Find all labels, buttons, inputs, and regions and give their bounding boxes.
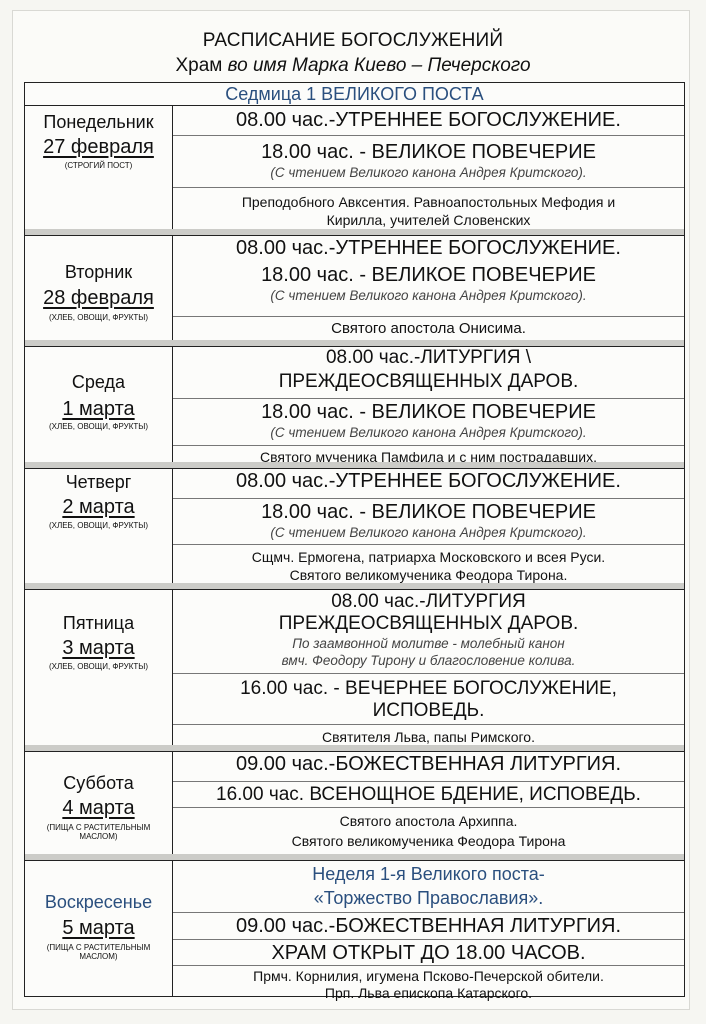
fast-note: (ХЛЕБ, ОВОЩИ, ФРУКТЫ) [48,521,149,530]
day-friday [25,583,684,745]
day-services [173,751,684,854]
day-name: Суббота [63,773,134,793]
day-date: 27 февраля [43,136,154,158]
service-line: ПРЕЖДЕОСВЯЩЕННЫХ ДАРОВ. [278,371,579,392]
fast-note: (СТРОГИЙ ПОСТ) [64,161,133,170]
service-cell [173,470,684,498]
service-line: 08.00 час.-УТРЕННЕЕ БОГОСЛУЖЕНИЕ. [236,237,621,259]
subtitle-mid: во имя [227,55,287,76]
service-note: (С чтением Великого канона Андрея Критского). [270,288,587,303]
fast-note: (ХЛЕБ, ОВОЩИ, ФРУКТЫ) [48,313,149,322]
day-services [173,346,684,465]
service-line: 18.00 час. - ВЕЛИКОЕ ПОВЕЧЕРИЕ [261,264,596,286]
fast-note: (ХЛЕБ, ОВОЩИ, ФРУКТЫ) [48,422,149,431]
day-saturday [25,745,684,854]
service-line: 08.00 час.-УТРЕННЕЕ БОГОСЛУЖЕНИЕ. [236,470,621,492]
day-label-cell [25,468,173,583]
service-line: 08.00 час.-ЛИТУРГИЯ [331,591,526,612]
service-cell [173,136,684,188]
service-line: 18.00 час. - ВЕЛИКОЕ ПОВЕЧЕРИЕ [261,141,596,163]
saints-line: Святого великомученика Феодора Тирона [291,833,566,849]
subtitle-pre: Храм [175,55,223,76]
schedule-title: РАСПИСАНИЕ БОГОСЛУЖЕНИЙ [202,30,504,51]
service-line: 09.00 час.-БОЖЕСТВЕННАЯ ЛИТУРГИЯ. [235,915,622,937]
day-label-cell [25,751,173,854]
service-line: 18.00 час. - ВЕЛИКОЕ ПОВЕЧЕРИЕ [261,401,596,423]
fast-note: (ПИЩА С РАСТИТЕЛЬНЫМ МАСЛОМ) [46,943,151,961]
saints-line: Сщмч. Ермогена, патриарха Московского и всея Руси. [251,549,606,565]
service-cell [173,106,684,136]
day-label-cell [25,589,173,745]
day-tuesday [25,229,684,340]
service-line: 16.00 час. - ВЕЧЕРНЕЕ БОГОСЛУЖЕНИЕ, [240,678,617,699]
saints-line: Прп. Льва епископа Катарского. [324,985,533,1001]
day-services [173,860,684,1001]
day-wednesday [25,340,684,465]
saints-line: Прмч. Корнилия, игумена Псково-Печерской обители. [253,968,604,984]
service-cell [173,589,684,673]
saints-cell [173,544,684,588]
service-line: ХРАМ ОТКРЫТ ДО 18.00 ЧАСОВ. [271,942,586,964]
service-line: 09.00 час.-БОЖЕСТВЕННАЯ ЛИТУРГИЯ. [235,753,622,775]
service-note: (С чтением Великого канона Андрея Критского). [270,525,587,540]
saints-line: Преподобного Авксентия. Равноапостольных Мефодия и [241,194,616,210]
day-services [173,235,684,340]
day-name: Пятница [62,613,135,633]
saints-line: Святого апостола Архиппа. [339,813,518,829]
service-cell [173,398,684,446]
day-date: 4 марта [62,797,135,819]
day-label-cell [25,346,173,462]
subtitle-name: Марка Киево – Печерского [292,55,531,76]
service-cell [173,673,684,725]
saints-line: Святого великомученика Феодора Тирона. [289,567,568,583]
service-cell [173,753,684,781]
service-line: 08.00 час.-ЛИТУРГИЯ \ [325,347,532,368]
saints-cell [173,807,684,857]
day-date: 5 марта [62,917,135,939]
service-cell [173,781,684,807]
church-subtitle [0,55,706,77]
fast-note: (ПИЩА С РАСТИТЕЛЬНЫМ МАСЛОМ) [46,823,151,841]
day-date: 1 марта [62,398,135,420]
saints-line: Кирилла, учителей Словенских [326,212,531,228]
day-label-cell [25,235,173,340]
day-name: Четверг [65,472,132,492]
service-cell [173,912,684,939]
service-line: 16.00 час. ВСЕНОЩНОЕ БДЕНИЕ, ИСПОВЕДЬ. [216,784,641,805]
day-date: 28 февраля [43,287,154,309]
feast-cell [173,860,684,912]
day-date: 3 марта [62,637,135,659]
saints-line: Святителя Льва, папы Римского. [322,729,535,745]
service-line: 08.00 час.-УТРЕННЕЕ БОГОСЛУЖЕНИЕ. [236,109,621,131]
day-name: Воскресенье [44,892,153,912]
day-services [173,468,684,583]
day-services [173,589,684,745]
week-title: Седмица 1 ВЕЛИКОГО ПОСТА [25,83,684,106]
saints-line: Святого мученика Памфила и с ним пострадавших. [259,449,598,465]
feast-title: Неделя 1-я Великого поста- [312,864,545,884]
service-note: вмч. Феодору Тирону и благословение колива. [281,653,576,668]
service-note: По заамвонной молитве - молебный канон [292,636,565,651]
day-thursday [25,462,684,583]
saints-line: Святого апостола Онисима. [331,320,526,337]
service-line: ПРЕЖДЕОСВЯЩЕННЫХ ДАРОВ. [278,613,579,634]
service-cell [173,237,684,317]
day-name: Среда [71,372,126,392]
service-line: 18.00 час. - ВЕЛИКОЕ ПОВЕЧЕРИЕ [261,501,596,523]
feast-title: «Торжество Православия». [313,888,544,908]
day-sunday [25,854,684,1001]
service-cell [173,346,684,398]
schedule-table [24,82,685,1001]
service-cell [173,498,684,545]
service-note: (С чтением Великого канона Андрея Критского). [270,425,587,440]
day-name: Вторник [64,262,133,282]
service-cell [173,939,684,966]
saints-cell [173,965,684,1002]
day-label-cell [25,860,173,996]
day-name: Понедельник [43,112,154,132]
fast-note: (ХЛЕБ, ОВОЩИ, ФРУКТЫ) [48,662,149,671]
service-line: ИСПОВЕДЬ. [372,700,485,721]
service-note: (С чтением Великого канона Андрея Критского). [270,165,587,180]
saints-cell [173,316,684,340]
day-date: 2 марта [62,496,135,518]
